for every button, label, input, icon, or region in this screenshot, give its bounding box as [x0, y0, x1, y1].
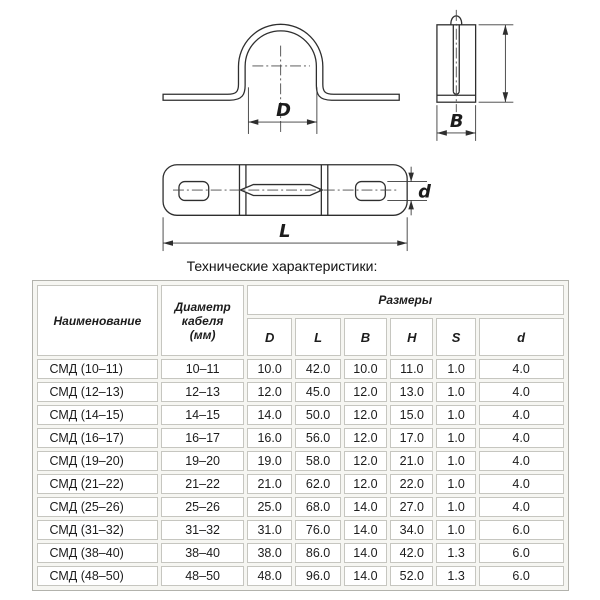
value-B: 14.0 — [344, 520, 387, 540]
dim-H-arrow-bottom — [503, 92, 509, 102]
value-S: 1.0 — [436, 474, 475, 494]
table-row — [37, 543, 564, 563]
value-d: 4.0 — [479, 451, 564, 471]
dim-H-arrow-top — [503, 25, 509, 35]
cable-range: 38–40 — [161, 543, 244, 563]
dim-B-arrow-left — [437, 130, 447, 136]
model-name: СМД (48–50) — [37, 566, 159, 586]
spec-table-container — [32, 280, 569, 591]
value-L: 42.0 — [295, 359, 340, 379]
table-row — [37, 382, 564, 402]
value-L: 86.0 — [295, 543, 340, 563]
dimension-label-B: B — [449, 111, 464, 133]
cable-range: 31–32 — [161, 520, 244, 540]
cable-range: 10–11 — [161, 359, 244, 379]
dimension-label-L: L — [279, 221, 291, 243]
value-H: 21.0 — [390, 451, 433, 471]
col-header-name: Наименование — [37, 285, 159, 356]
value-d: 4.0 — [479, 359, 564, 379]
value-D: 25.0 — [247, 497, 292, 517]
value-S: 1.0 — [436, 382, 475, 402]
value-L: 76.0 — [295, 520, 340, 540]
model-name: СМД (19–20) — [37, 451, 159, 471]
cable-range: 21–22 — [161, 474, 244, 494]
value-H: 42.0 — [390, 543, 433, 563]
value-d: 6.0 — [479, 543, 564, 563]
value-d: 6.0 — [479, 520, 564, 540]
dim-D-arrow-left — [248, 119, 258, 125]
dim-B-arrow-right — [466, 130, 476, 136]
value-B: 12.0 — [344, 405, 387, 425]
value-d: 4.0 — [479, 382, 564, 402]
cable-range: 19–20 — [161, 451, 244, 471]
value-S: 1.0 — [436, 359, 475, 379]
dim-d-arrow-bottom — [408, 200, 414, 209]
top-view-drawing — [163, 165, 431, 251]
table-row — [37, 497, 564, 517]
model-name: СМД (16–17) — [37, 428, 159, 448]
value-S: 1.0 — [436, 405, 475, 425]
left-slot — [179, 182, 209, 201]
value-d: 4.0 — [479, 428, 564, 448]
value-L: 62.0 — [295, 474, 340, 494]
value-S: 1.3 — [436, 543, 475, 563]
value-S: 1.3 — [436, 566, 475, 586]
value-B: 14.0 — [344, 543, 387, 563]
value-D: 38.0 — [247, 543, 292, 563]
value-D: 48.0 — [247, 566, 292, 586]
technical-drawing — [0, 0, 600, 256]
value-S: 1.0 — [436, 451, 475, 471]
side-view-drawing — [437, 10, 513, 141]
cable-range: 12–13 — [161, 382, 244, 402]
value-B: 12.0 — [344, 428, 387, 448]
right-slot — [356, 182, 386, 201]
value-L: 58.0 — [295, 451, 340, 471]
value-L: 50.0 — [295, 405, 340, 425]
value-B: 12.0 — [344, 382, 387, 402]
dimension-label-d: d — [418, 181, 431, 203]
value-B: 10.0 — [344, 359, 387, 379]
dim-D-arrow-right — [307, 119, 317, 125]
model-name: СМД (14–15) — [37, 405, 159, 425]
header-row-group — [37, 285, 564, 315]
value-H: 11.0 — [390, 359, 433, 379]
value-L: 56.0 — [295, 428, 340, 448]
table-row — [37, 405, 564, 425]
col-header-d: d — [479, 318, 564, 356]
value-B: 12.0 — [344, 451, 387, 471]
value-d: 4.0 — [479, 405, 564, 425]
clamp-front-outline — [163, 24, 399, 100]
table-row — [37, 566, 564, 586]
col-header-L: L — [295, 318, 340, 356]
model-name: СМД (38–40) — [37, 543, 159, 563]
value-H: 15.0 — [390, 405, 433, 425]
value-S: 1.0 — [436, 497, 475, 517]
value-L: 96.0 — [295, 566, 340, 586]
dim-L-arrow-right — [397, 240, 407, 246]
value-D: 12.0 — [247, 382, 292, 402]
cable-range: 48–50 — [161, 566, 244, 586]
value-H: 34.0 — [390, 520, 433, 540]
section-title: Технические характеристики: — [186, 258, 378, 274]
model-name: СМД (31–32) — [37, 520, 159, 540]
col-header-cable-diameter: Диаметр кабеля (мм) — [161, 285, 244, 356]
value-S: 1.0 — [436, 520, 475, 540]
dim-d-arrow-top — [408, 173, 414, 182]
table-row — [37, 520, 564, 540]
spec-table — [34, 282, 567, 589]
value-B: 12.0 — [344, 474, 387, 494]
model-name: СМД (10–11) — [37, 359, 159, 379]
value-D: 14.0 — [247, 405, 292, 425]
value-d: 4.0 — [479, 474, 564, 494]
col-header-H: H — [390, 318, 433, 356]
cable-range: 14–15 — [161, 405, 244, 425]
value-L: 45.0 — [295, 382, 340, 402]
value-H: 22.0 — [390, 474, 433, 494]
value-L: 68.0 — [295, 497, 340, 517]
value-D: 21.0 — [247, 474, 292, 494]
value-S: 1.0 — [436, 428, 475, 448]
table-row — [37, 451, 564, 471]
dim-L-arrow-left — [163, 240, 173, 246]
col-header-sizes-group: Размеры — [247, 285, 564, 315]
front-view-drawing — [163, 24, 399, 135]
value-d: 4.0 — [479, 497, 564, 517]
value-D: 19.0 — [247, 451, 292, 471]
table-row — [37, 428, 564, 448]
value-D: 31.0 — [247, 520, 292, 540]
col-header-B: B — [344, 318, 387, 356]
model-name: СМД (25–26) — [37, 497, 159, 517]
value-d: 6.0 — [479, 566, 564, 586]
col-header-D: D — [247, 318, 292, 356]
model-name: СМД (12–13) — [37, 382, 159, 402]
value-D: 16.0 — [247, 428, 292, 448]
col-header-S: S — [436, 318, 475, 356]
value-H: 52.0 — [390, 566, 433, 586]
value-B: 14.0 — [344, 497, 387, 517]
model-name: СМД (21–22) — [37, 474, 159, 494]
cable-range: 16–17 — [161, 428, 244, 448]
value-B: 14.0 — [344, 566, 387, 586]
value-H: 27.0 — [390, 497, 433, 517]
cable-range: 25–26 — [161, 497, 244, 517]
dimension-label-D: D — [276, 100, 292, 122]
value-D: 10.0 — [247, 359, 292, 379]
table-row — [37, 474, 564, 494]
value-H: 17.0 — [390, 428, 433, 448]
table-row — [37, 359, 564, 379]
value-H: 13.0 — [390, 382, 433, 402]
